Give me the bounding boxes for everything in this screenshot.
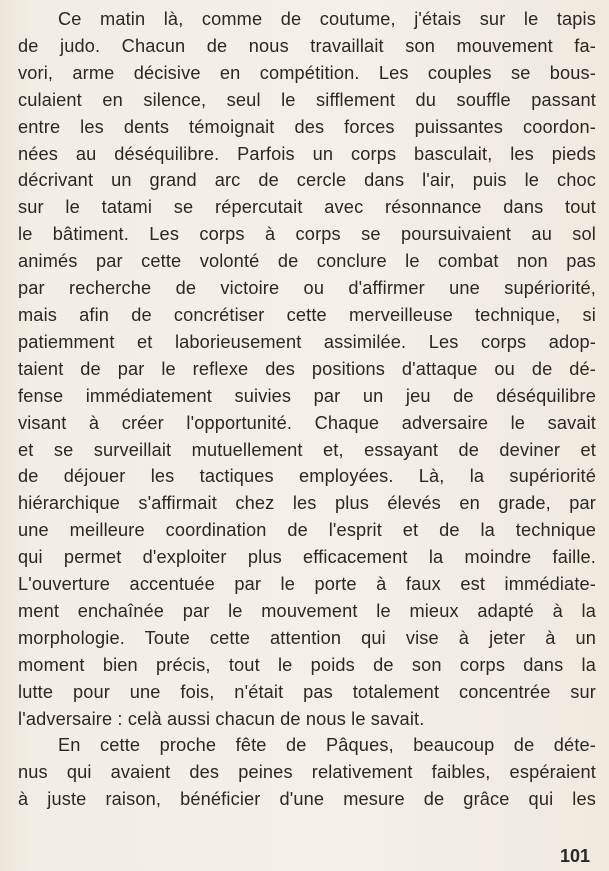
text-line: patiemment et laborieusement assimilée. Les corps adop- [18, 331, 596, 352]
text-line: Ce matin là, comme de coutume, j'étais sur le tapis [58, 9, 596, 29]
text-line: taient de par le reflexe des positions d'attaque ou de dé- [18, 358, 596, 379]
text-line: de déjouer les tactiques employées. Là, la supériorité [18, 466, 596, 487]
text-line: vori, arme décisive en compétition. Les couples se bous- [18, 62, 596, 83]
text-line: moment bien précis, tout le poids de son corps dans la [18, 654, 596, 675]
text-line: par recherche de victoire ou d'affirmer une supériorité, [18, 278, 596, 299]
text-line: hiérarchique s'affirmait chez les plus élevés en grade, par [18, 493, 596, 514]
text-line: visant à créer l'opportunité. Chaque adversaire le savait [18, 412, 596, 433]
text-line: l'adversaire : celà aussi chacun de nous le savait. [18, 708, 425, 729]
text-line: ment enchaînée par le mouvement le mieux adapté à la [18, 600, 596, 621]
body-text [18, 6, 596, 813]
text-line: une meilleure coordination de l'esprit et de la technique [18, 520, 596, 541]
text-line: animés par cette volonté de conclure le combat non pas [18, 251, 596, 272]
text-line: et se surveillait mutuellement et, essayant de deviner et [18, 439, 596, 460]
text-line: mais afin de concrétiser cette merveilleuse technique, si [18, 304, 596, 325]
text-line: le bâtiment. Les corps à corps se poursuivaient au sol [18, 224, 596, 245]
text-line: nées au déséquilibre. Parfois un corps basculait, les pieds [18, 143, 596, 164]
text-line: En cette proche fête de Pâques, beaucoup de déte- [58, 735, 596, 756]
text-line: qui permet d'exploiter plus efficacement la moindre faille. [18, 547, 596, 568]
text-line: décrivant un grand arc de cercle dans l'air, puis le choc [18, 170, 596, 191]
text-line: sur le tatami se répercutait avec résonnance dans tout [18, 197, 596, 218]
text-line: L'ouverture accentuée par le porte à faux est immédiate- [18, 574, 596, 595]
text-line: fense immédiatement suivies par un jeu de déséquilibre [18, 385, 596, 406]
text-line: à juste raison, bénéficier d'une mesure de grâce qui les [18, 789, 596, 810]
page-number: 101 [560, 846, 591, 866]
paragraph [18, 732, 596, 813]
text-line: nus qui avaient des peines relativement faibles, espéraient [18, 762, 596, 783]
text-line: culaient en silence, seul le sifflement du souffle passant [18, 89, 596, 110]
text-line: entre les dents témoignait des forces puissantes coordon- [18, 116, 596, 137]
paragraph [18, 6, 596, 732]
text-line: lutte pour une fois, n'était pas totalement concentrée sur [18, 681, 596, 702]
text-line: morphologie. Toute cette attention qui vise à jeter à un [18, 627, 596, 648]
text-line: de judo. Chacun de nous travaillait son mouvement fa- [18, 35, 596, 56]
